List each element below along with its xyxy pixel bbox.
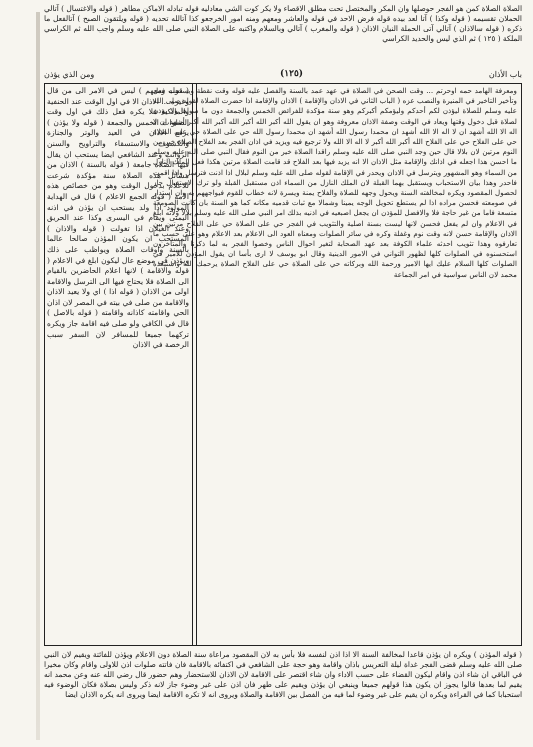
binding-shadow bbox=[36, 12, 40, 740]
page-number: (١٢٥) bbox=[280, 69, 304, 79]
side-commentary-column: ( قوله ومعهم ) ليس في الامر الى من قال وغيره ... الاذان الا في اول الوقت عند الحنفية والمالكية فلا يكره فعل ذلك في اول وقت الصلوات الخمس والجمعة ( قوله ولا يؤذن ) يرفع الاذان في العيد والوتر والجنازة والكسوف والاستسقاء والتراويح والسنن الرواتب وعند الشافعي ايضا يستحب ان يقال فيها الصلاة جامعة ( قوله بالسنة ) الاذان من مسائل هذه الصلاة سنة مؤكدة شرعت للاعلام بدخول الوقت وهو من خصائص هذه الامة ( قوله الجمع الاعلام ) قال في الهداية المولود اذا ولد يستحب ان يؤذن في اذنه اليمنى ويقام في اليسرى وكذا عند الحريق وعند الغيلان اذا تغولت ( قوله والاذان ) المستحب ان يكون المؤذن صالحا عالما بالسنة واوقات الصلاة ويواظب على ذلك ويؤذن في موضع عال ليكون ابلغ في الاعلام ( قوله والاقامة ) لانها اعلام الحاضرين بالقيام الى الصلاة فلا يحتاج فيها الى الترسل والاقامة اولى من الاذان ( قوله اذا ) اي ولا يعيد الاذان والاقامة من صلى في بيته في المصر لان اذان الحي واقامته كاذانه واقامته ( قوله بالاصل ) قال في الكافي ولو صلى فيه اقامة جاز ويكره تركهما جميعا للمسافر لان السفر سبب الرخصة في الاذان bbox=[47, 86, 189, 350]
bottom-commentary: ( قوله المؤذن ) ويكره ان يؤذن قاعدا لمخالفة السنة الا اذا اذن لنفسه فلا بأس به لان المقصود مراعاة سنة الصلاة دون الاعلام ويؤذن للفائتة ويقيم لان النبي صلى الله عليه وسلم قضى الفجر غداة ليلة التعريس باذان واقامة وهو حجة على الشافعي في اكتفائه بالاقامة فان فاتته صلوات اذن للاولى واقام وكان مخيرا في الباقي ان شاء اذن واقام ليكون القضاء على حسب الاداء وان شاء اقتصر على الاقامة لان الاذان للاستحضار وهم حضور قال رضي الله عنه وعن محمد انه يقيم لما بعدها قالوا يجوز ان يكون هذا قولهم جميعا وينبغي ان يؤذن ويقيم على طهر فان اذن على غير وضوء جاز لانه ذكر وليس بصلاة فكان الوضوء فيه استحبابا كما في القراءة ويكره ان يقيم على غير وضوء لما فيه من الفصل بين الاقامة والصلاة ويروى انه لا تكره الاقامة ايضا ويروى انه يكره الاذان ايضا bbox=[44, 650, 522, 700]
top-marginal-gloss: الصلاة الصلاة كمن هو الفجر حوصلها وان المكر والمختصل تحت مطلق الاقصاء ولا يكر كوت الشي معادليه قوله تبادله الاماكن مطاهر ( قوله والاغتسال ) آتالي الحملان تقسيمه ( قوله وكذا ) آتا لعد بيده قوله فرض الاحد في قوله والعاشر ومعهم ومنه امور الخرجعو كذا آتالله تحديه ( قوله ويلتقون الصبح ) آتالفعل ما ذكره ( قوله سالاذان ) آتالي آتى الحملة النيان الاذان ( قوله والمغرب ) آتالي وبالسلام واكتبه على الصلاة النبي صلى الله عليه وسلم واجب الله ثم الكراسي الملكة ( ١٢٥ ) ثم الذي ليس والحديد الكراسي bbox=[44, 4, 522, 43]
page-header bbox=[44, 66, 522, 82]
header-left-title: ومن الذي يؤذن bbox=[44, 69, 95, 79]
header-right-title: باب الأذان bbox=[488, 69, 522, 79]
main-text-column: ومعرفة الهامد حمه اوحرتم ... وقت الصحن في الصلاة في عهد عمد بالسنة والفصل عليه قوله وقت نقطة ويستحب فعل وتأخير التاخير في المنيرة والنصب عزه ( الباب الثاني في الاذان والإقامة ) الاذان والإقامة اذا حضرت الصلاة لقوله صلى الله عليه وسلم للصلاة ليؤذن لكم أحدكم وليؤمكم أكبركم وهو سنة مؤكدة للفرائض الخمس والجمعة دون ما سواها ولا يؤذن لصلاة قبل دخول وقتها ويعاد في الوقت وصفة الاذان معروفة وهو ان يقول الله أكبر الله أكبر الله أكبر الله أكبر أشهد ان لا اله الا الله أشهد ان لا اله الا الله أشهد ان محمدا رسول الله أشهد ان محمدا رسول الله حي على الصلاة حي على الصلاة حي على الفلاح حي على الفلاح الله أكبر الله أكبر لا اله الا الله ولا ترجيع فيه ويزيد في اذان الفجر بعد الفلاح الصلاة خير من النوم مرتين لان بلالا قال حين وجد النبي صلى الله عليه وسلم راقدا الصلاة خير من النوم فقال النبي صلى الله عليه وسلم ما احسن هذا اجعله في اذانك والإقامة مثل الاذان الا انه يزيد فيها بعد الفلاح قد قامت الصلاة مرتين هكذا فعل الملك النازل من السماء وهو المشهور ويترسل في الاذان ويحدر في الإقامة لقوله صلى الله عليه وسلم لبلال اذا اذنت فترسل واذا اقمت فاحدر وهذا بيان الاستحباب ويستقبل بهما القبلة لان الملك النازل من السماء اذن مستقبل القبلة ولو ترك الاستقبال جاز لحصول المقصود ويكره لمخالفته السنة ويحول وجهه للصلاة والفلاح يمنة ويسرة لانه خطاب للقوم فيواجههم به وان استدار في صومعته فحسن مراده اذا لم يستطع تحويل الوجه يمينا وشمالا مع ثبات قدميه مكانه كما هو السنة بان كانت الصومعة متسعة فاما من غير حاجة فلا والافضل للمؤذن ان يجعل اصبعيه في اذنيه بذلك امر النبي صلى الله عليه وسلم بلالا ولانه ابلغ في الاعلام وان لم يفعل فحسن لانها ليست بسنة اصلية والتثويب في الفجر حي على الصلاة حي على الفلاح مرتين بين الاذان والإقامة حسن لانه وقت نوم وغفلة وكره في سائر الصلوات ومعناه العود الى الاعلام بعد الاعلام وهو على حسب ما تعارفوه وهذا تثويب احدثه علماء الكوفة بعد عهد الصحابة لتغير احوال الناس وخصوا الفجر به لما ذكرنا والمتاخرون استحسنوه في الصلوات كلها لظهور التواني في الامور الدينية وقال ابو يوسف لا ارى بأسا ان يقول المؤذن للامير في الصلوات كلها السلام عليك ايها الامير ورحمة الله وبركاته حي على الصلاة حي على الفلاح الصلاة يرحمك الله واستبعده محمد لان الناس سواسية في امر الجماعة bbox=[153, 86, 517, 279]
